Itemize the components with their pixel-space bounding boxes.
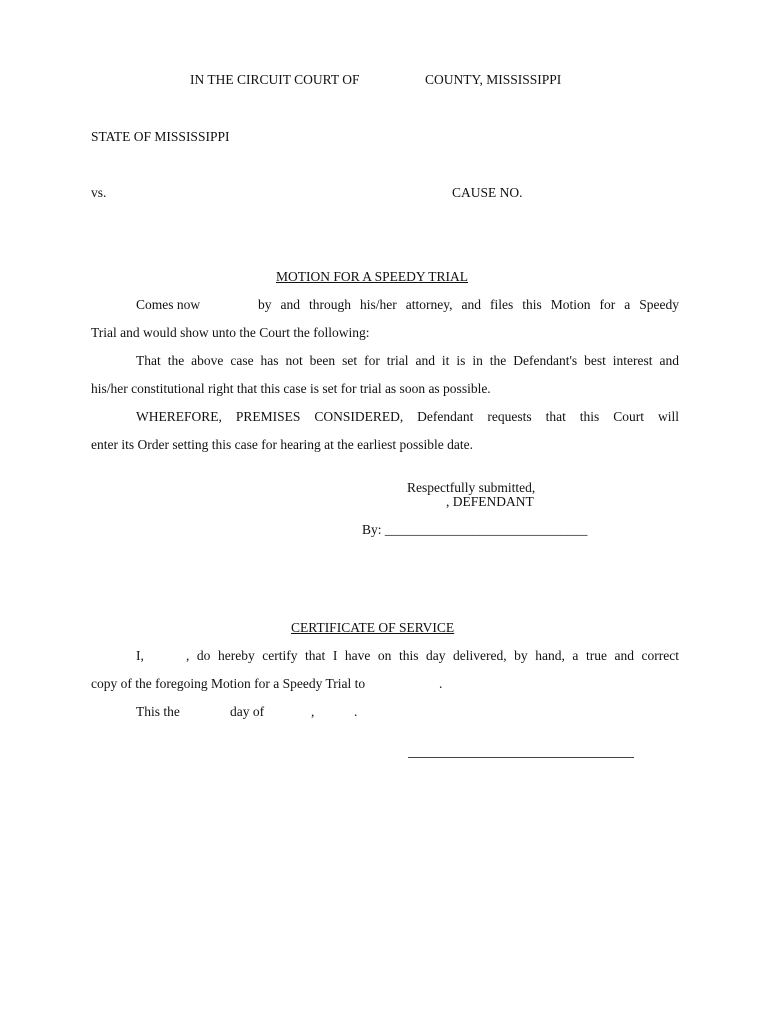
certificate-line-1-start: I,	[136, 648, 144, 663]
certificate-date-this-the: This the	[136, 704, 180, 719]
certificate-line-2-end: .	[439, 676, 443, 691]
versus-label: vs.	[91, 185, 107, 200]
court-heading: IN THE CIRCUIT COURT OF	[190, 72, 360, 87]
paragraph-1-start: Comes now	[136, 297, 201, 312]
paragraph-3-line-1: WHEREFORE, PREMISES CONSIDERED, Defendant requests that this Court will	[136, 409, 679, 424]
plaintiff-name: STATE OF MISSISSIPPI	[91, 129, 230, 144]
certificate-signature-line	[408, 757, 634, 758]
paragraph-2-line-2: his/her constitutional right that this case is set for trial as soon as possible.	[91, 381, 491, 396]
certificate-date-day-of: day of	[230, 704, 265, 719]
paragraph-1-line-2: Trial and would show unto the Court the following:	[91, 325, 370, 340]
cause-number-label: CAUSE NO.	[452, 185, 523, 200]
motion-title: MOTION FOR A SPEEDY TRIAL	[276, 269, 469, 284]
signature-by-line: By: ______________________________	[362, 522, 588, 537]
certificate-date-period: .	[354, 704, 358, 719]
certificate-line-1: , do hereby certify that I have on this day delivered, by hand, a true and correct	[186, 648, 679, 663]
paragraph-2-line-1: That the above case has not been set for trial and it is in the Defendant's best interest and	[136, 353, 679, 368]
certificate-line-2: copy of the foregoing Motion for a Speedy Trial to	[91, 676, 366, 691]
respectfully-submitted: Respectfully submitted,	[407, 480, 536, 495]
defendant-label: , DEFENDANT	[446, 494, 534, 509]
certificate-date-comma: ,	[311, 704, 315, 719]
county-heading: COUNTY, MISSISSIPPI	[425, 72, 562, 87]
certificate-title: CERTIFICATE OF SERVICE	[291, 620, 455, 635]
paragraph-1-line-1: by and through his/her attorney, and files this Motion for a Speedy	[258, 297, 679, 312]
paragraph-3-line-2: enter its Order setting this case for hearing at the earliest possible date.	[91, 437, 473, 452]
